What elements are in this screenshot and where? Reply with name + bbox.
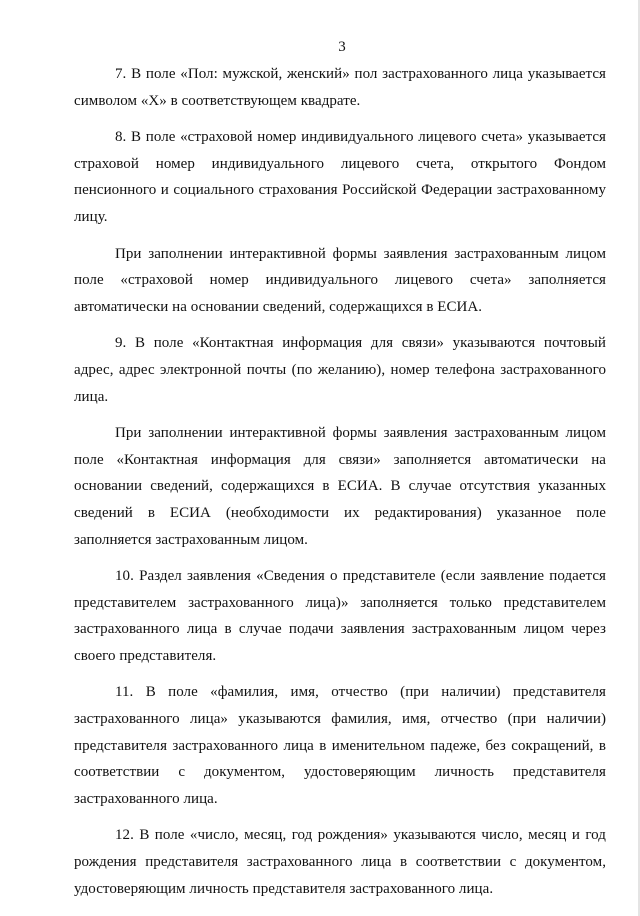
paragraph-item-8-interactive-form: При заполнении интерактивной формы заявления застрахованным лицом поле «страховой номер индивидуального лицевого счета» заполняется автоматически на основании сведений, содержащихся в ЕСИА.	[74, 245, 606, 315]
page-number: 3	[338, 39, 346, 55]
paragraph-item-9-interactive-form: При заполнении интерактивной формы заявления застрахованным лицом поле «Контактная информация для связи» заполняется автоматически на основании сведений, содержащихся в ЕСИА. В случае отсутствия указанных сведений в ЕСИА (необходимости их редактирования) указанное поле заполняется застрахованным лицом.	[74, 425, 606, 548]
paragraph-item-12: 12. В поле «число, месяц, год рождения» указываются число, месяц и год рождения представителя застрахованного лица в соответствии с документом, удостоверяющим личность представителя застрахованного лица.	[74, 827, 606, 897]
paragraph-item-7: 7. В поле «Пол: мужской, женский» пол застрахованного лица указывается символом «Х» в соответствующем квадрате.	[74, 66, 606, 109]
paragraph-item-11: 11. В поле «фамилия, имя, отчество (при наличии) представителя застрахованного лица» указываются фамилия, имя, отчество (при наличии) представителя застрахованного лица в именительном падеже, без сокращений, в соответствии с документом, удостоверяющим личность представителя застрахованного лица.	[74, 684, 606, 807]
document-body	[74, 61, 606, 912]
paragraph-item-8: 8. В поле «страховой номер индивидуального лицевого счета» указывается страховой номер индивидуального лицевого счета, открытого Фондом пенсионного и социального страхования Российской Федерации застрахованному лицу.	[74, 129, 606, 225]
paragraph-item-10: 10. Раздел заявления «Сведения о представителе (если заявление подается представителем застрахованного лица)» заполняется только представителем застрахованного лица в случае подачи заявления застрахованным лицом через своего представителя.	[74, 568, 606, 664]
paragraph-item-9: 9. В поле «Контактная информация для связи» указываются почтовый адрес, адрес электронной почты (по желанию), номер телефона застрахованного лица.	[74, 335, 606, 405]
